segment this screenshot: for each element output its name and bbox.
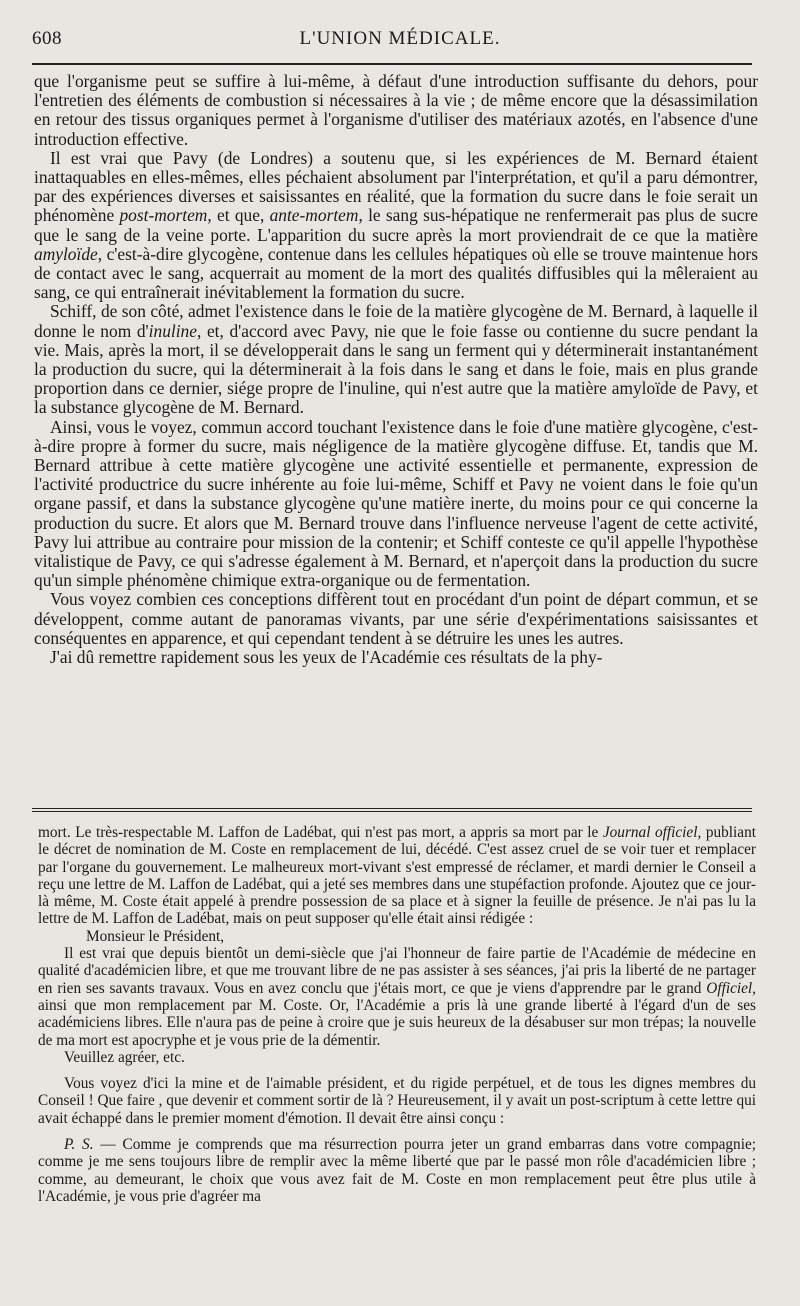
footnote-text [38,824,756,1205]
footnote-separator [32,808,752,815]
postscript-label: P. S. [64,1136,94,1154]
paragraph-5: Vous voyez combien ces conceptions diffèrent tout en procédant d'un point de départ commun, et se développent, comme autant de panoramas vivants, par une série d'expérimentations saisissantes et conséquentes en apparence, et qui cependant tendent à se détruire les unes les autres. [34,589,758,648]
header-rule [32,63,752,65]
running-title: L'UNION MÉDICALE. [299,28,501,49]
paragraph-1: que l'organisme peut se suffire à lui-même, à défaut d'une introduction suffisante du dehors, pour l'entretien des éléments de combustion si nécessaires à la vie ; de même encore que la désassimilation en retour des tissus organiques permet à l'organisme d'utiliser des matériaux azotés, en l'absence d'une introduction effective. [34,71,758,149]
paragraph-3: Schiff, de son côté, admet l'existence dans le foie de la matière glycogène de M. Bernard, à laquelle il donne le nom d'inuline, et, d'accord avec Pavy, nie que le foie fasse ou contienne du sucre pendant la vie. Mais, après la mort, il se développerait dans le sang un ferment qui y déterminerait instantanément la production du sucre, qui la déterminerait à la fois dans le sang et dans le foie, mais en plus grande proportion dans ce dernier, siége propre de l'inuline, qui n'est autre que la matière amyloïde de Pavy, et la substance glycogène de M. Bernard. [34,301,758,418]
paragraph-6: J'ai dû remettre rapidement sous les yeux de l'Académie ces résultats de la phy- [50,647,603,668]
letter-body: Il est vrai que depuis bientôt un demi-siècle que j'ai l'honneur de faire partie de l'Académie de médecine en qualité d'académicien libre, et que me trouvant libre de ne pas assister à ses séances, j'ai pris la liberté de ne partager en rien ses savants travaux. Vous en avez conclu que j'étais mort, ce que je viens d'apprendre par le grand Officiel, ainsi que mon remplacement par M. Coste. Or, l'Académie a pris là une grande liberté à l'égard d'un de ses académiciens libres. Elle n'aura pas de peine à croire que je suis heureux de la désabuser sur mon trépas; la nouvelle de ma mort est apocryphe et je vous prie de la démentir. [38,945,756,1049]
footnote-paragraph-3: Vous voyez d'ici la mine et de l'aimable président, et du rigide perpétuel, et de tous les dignes membres du Conseil ! Que faire , que devenir et comment sortir de là ? Heureusement, il y avait un post-scriptum à cette lettre qui avait échappé dans le premier moment d'émotion. Il devait être ainsi conçu : [38,1075,756,1127]
letter-closing: Veuillez agréer, etc. [64,1048,185,1066]
postscript: P. S. — Comme je comprends que ma résurrection pourra jeter un grand embarras dans votre compagnie; comme je me sens toujours libre de remplir avec la même liberté que par le passé mon rôle d'académicien libre ; comme, au demeurant, le choix que vous avez fait de M. Coste en mon remplacement peut être plus utile à l'Académie, je vous prie d'agréer ma [38,1136,756,1205]
paragraph-2: Il est vrai que Pavy (de Londres) a soutenu que, si les expériences de M. Bernard étaient inattaquables en elles-mêmes, elles péchaient absolument par l'interprétation, et qu'il a paru démontrer, par des expériences diverses et saisissantes en réalité, que la formation du sucre dans le foie serait un phénomène post-mortem, et que, ante-mortem, le sang sus-hépatique ne renfermerait pas plus de sucre que le sang de la veine porte. L'apparition du sucre après la mort proviendrait de ce que la matière amyloïde, c'est-à-dire glycogène, contenue dans les cellules hépatiques où elle se trouve maintenue hors de contact avec le sang, acquerrait au moment de la mort des qualités diffusibles qui la mêleraient au sang, ce qui entraînerait inévitablement la formation du sucre. [34,147,758,303]
letter-salutation: Monsieur le Président, [86,927,225,945]
main-body-text [34,72,758,667]
paragraph-4: Ainsi, vous le voyez, commun accord touchant l'existence dans le foie d'une matière glycogène, c'est-à-dire propre à former du sucre, mais négligence de la matière glycogène diffuse. Et, tandis que M. Bernard attribue à cette matière glycogène une activité essentielle et permanente, expression de l'activité productrice du sucre inhérente au foie lui-même, Schiff et Pavy ne voient dans le foie qu'un organe passif, et dans la substance glycogène qu'une matière inerte, du moins pour ce qui concerne la production du sucre. Et alors que M. Bernard trouve dans l'influence nerveuse l'agent de cette activité, Pavy lui attribue au contraire pour mission de la contenir; et Schiff conteste ce qu'il appelle l'hypothèse vitalistique de Pavy, ce qui s'adresse également à M. Bernard, et n'aperçoit dans la production du sucre qu'un simple phénomène chimique extra-organique ou de fermentation. [34,416,758,591]
footnote-paragraph-1: mort. Le très-respectable M. Laffon de Ladébat, qui n'est pas mort, a appris sa mort par le Journal officiel, publiant le décret de nomination de M. Coste en remplacement de lui, décédé. C'est assez cruel de se voir tuer et remplacer par l'organe du gouvernement. Le malheureux mort-vivant s'est empressé de réclamer, et mardi dernier le Conseil a reçu une lettre de M. Laffon de Ladébat, qui a jeté ses membres dans une stupéfaction profonde. Ajoutez que ce jour-là même, M. Coste était appelé à prendre possession de sa place et à signer la feuille de présence. Je n'ai pas lu la lettre de M. Laffon de Ladébat, mais on peut supposer qu'elle était ainsi rédigée : [38,824,756,928]
page-number: 608 [32,28,62,49]
page-header [32,28,768,58]
